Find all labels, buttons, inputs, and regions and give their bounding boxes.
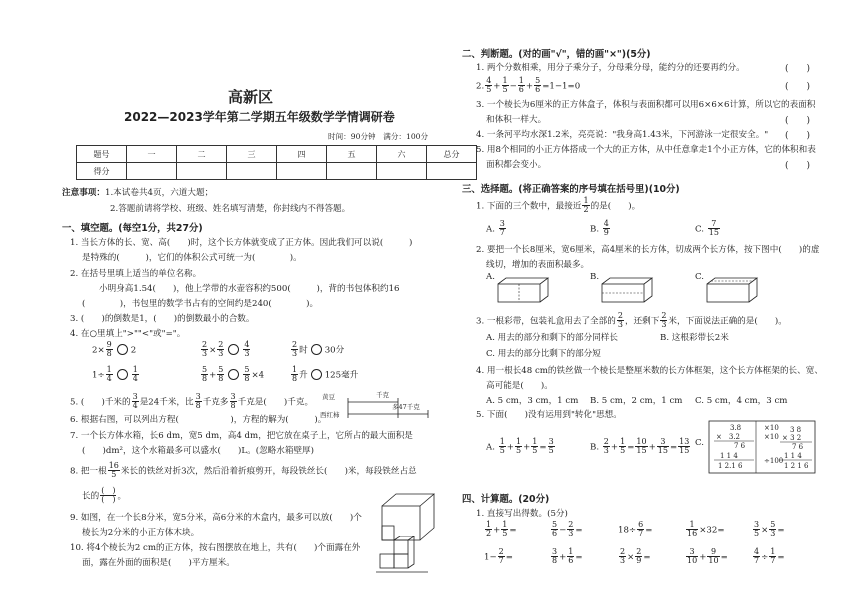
- part1-title: 一、填空题。(每空1分，共27分): [62, 223, 203, 234]
- compare-row-1-mid: $\frac{2}{3}$ × $\frac{2}{3}$ $\frac{4}{3}$: [202, 340, 250, 359]
- compare-row-2-mid: $\frac{5}{8}$ + $\frac{5}{8}$ $\frac{5}{8}$ ×4: [202, 365, 265, 384]
- judge-q2-tail: =1−1=0: [542, 81, 581, 92]
- q8-part-a: 8. 把一根: [70, 466, 107, 477]
- compare-circle[interactable]: [117, 369, 128, 380]
- calc-item[interactable]: $\frac{3}{10}$ + $\frac{9}{10}$ =: [687, 547, 728, 566]
- svg-text:7 6: 7 6: [792, 443, 804, 451]
- q8-part-b: 米长的铁丝对折3次，然后沿着折痕剪开，每段铁丝长( )米，每段铁丝占总: [120, 466, 417, 477]
- cuboid-option-c: [703, 276, 763, 308]
- q3-text: 3. ( )的倒数是1，( )的倒数最小的合数。: [70, 314, 255, 324]
- choice-q4-opt-a[interactable]: A. 5 cm，3 cm，1 cm: [486, 396, 579, 406]
- option-label: C.: [695, 272, 705, 282]
- svg-text:3.8: 3.8: [730, 424, 742, 432]
- calc-item[interactable]: 18÷ $\frac{6}{7}$ =: [618, 520, 653, 539]
- option-label: A.: [486, 272, 495, 282]
- svg-text:1 2 1 6: 1 2 1 6: [784, 462, 809, 470]
- score-cell: 一: [127, 146, 177, 163]
- option-label: B.: [590, 224, 600, 235]
- score-input-cell[interactable]: [327, 163, 377, 180]
- calc-item[interactable]: $\frac{1}{16}$ ×32=: [687, 520, 725, 539]
- note-1: 1.本试卷共4页，六道大题；: [104, 188, 214, 198]
- score-cell: 六: [377, 146, 427, 163]
- option-label: C.: [695, 224, 705, 235]
- score-table: [76, 145, 477, 180]
- option-label: B.: [590, 442, 600, 453]
- choice-q5-opt-c[interactable]: [695, 438, 704, 448]
- svg-text:÷100: ÷100: [764, 457, 784, 465]
- score-cell: 题号: [77, 146, 127, 163]
- choice-q1: 1. 下面的三个数中，最接近 $\frac{1}{2}$ 的是( )。: [476, 196, 641, 215]
- q5-text: 5. ( )千米的 $\frac{3}{4}$ 是24千米，比 $\frac{3}{8}$ 千克多 $\frac{3}{8}$ 千克是( )千克。: [70, 392, 314, 411]
- score-input-cell[interactable]: [177, 163, 227, 180]
- choice-q1-opt-a[interactable]: A. $\frac{3}{7}$: [486, 219, 505, 238]
- choice-q1-opt-b[interactable]: B. $\frac{4}{9}$: [590, 219, 609, 238]
- choice-q1-opt-c[interactable]: C. $\frac{7}{15}$: [695, 219, 719, 238]
- choice-q3-opt-a[interactable]: A. 用去的部分和剩下的部分同样长: [486, 333, 618, 343]
- label-xihongshi: 西红柿: [320, 411, 340, 419]
- q8-line-a: [70, 462, 417, 480]
- choice-q4-a: 4. 用一根长48 cm的铁丝做一个棱长是整厘米数的长方体框架，这个长方体框架的长、宽、: [476, 366, 823, 376]
- q9-line-a: 9. 如图，在一个长8分米，宽5分米，高6分米的木盒内，最多可以放( )个: [70, 513, 362, 523]
- unit-hour: 时: [299, 345, 308, 356]
- score-cell: 得分: [77, 163, 127, 180]
- score-input-cell[interactable]: [227, 163, 277, 180]
- compare-circle[interactable]: [117, 344, 128, 355]
- score-cell: 三: [227, 146, 277, 163]
- svg-text:1 1 4: 1 1 4: [720, 452, 738, 460]
- choice-q2-b: 线切，增加的表面积最多。: [486, 260, 590, 270]
- cuboid-option-a: [494, 276, 554, 308]
- q4-text: 4. 在○里填上">""<"或"="。: [70, 329, 186, 339]
- judge-q2-num: 2.: [476, 81, 485, 92]
- q5-part-a: 5. ( )千米的: [70, 397, 131, 408]
- label-kg: 千克: [376, 391, 389, 399]
- compare-row-2: 1÷ $\frac{1}{4}$ $\frac{1}{4}$: [92, 365, 138, 384]
- frac-top: 16: [108, 461, 119, 470]
- time-info: 时间：90分钟 满分：100分: [328, 132, 429, 141]
- score-cell: 五: [327, 146, 377, 163]
- option-label: A.: [486, 224, 495, 235]
- compare-circle[interactable]: [311, 369, 322, 380]
- q2-line-b: ( )，书包里的数学书占有的空间约是240( )。: [82, 299, 319, 309]
- choice-q5: 5. 下面( )没有运用到"转化"思想。: [476, 410, 622, 420]
- choice-q5-opt-a[interactable]: A. $\frac{1}{5}$ + $\frac{1}{5}$ + $\frac{1}{5}$ = $\frac{3}{5}$: [486, 437, 554, 456]
- option-label: A.: [486, 442, 495, 453]
- label-more47: 多47千克: [392, 403, 420, 411]
- answer-paren[interactable]: ( ): [785, 116, 811, 126]
- label-huangdou: 黄豆: [322, 393, 335, 401]
- score-input-cell[interactable]: [377, 163, 427, 180]
- calc-q1: 1. 直接写出得数。(5分): [476, 509, 568, 519]
- judge-q3-a: 3. 一个棱长为6厘米的正方体盒子，体积与表面积都可以用6×6×6计算，所以它的表面积: [476, 100, 816, 110]
- q9-line-b: 棱长为2分米的小正方体木块。: [82, 528, 200, 538]
- choice-q3-opt-b[interactable]: B. 这根彩带长2米: [660, 333, 729, 343]
- part3-title: 三、选择题。(将正确答案的序号填在括号里)(10分): [462, 184, 680, 195]
- choice-q5-opt-b[interactable]: B. $\frac{2}{3}$ + $\frac{1}{5}$ = $\frac{10}{15}$ + $\frac{3}{15}$ = $\frac{13}{15}$: [590, 437, 690, 456]
- q7-line-a: 7. 一个长方体水箱，长6 dm，宽5 dm，高4 dm，把它放在桌子上，它所占的最大面积是: [70, 431, 413, 441]
- vertical-multiplication-figure: [708, 420, 816, 474]
- calc-item[interactable]: $\frac{1}{2}$ + $\frac{1}{5}$ =: [486, 520, 517, 539]
- compare-row-1-right: [290, 341, 344, 359]
- q5-part-d: 千克是( )千克。: [237, 397, 314, 408]
- cuboid-option-b: [598, 276, 658, 308]
- part2-title: 二、判断题。(对的画"√"，错的画"×")(5分): [462, 49, 651, 60]
- calc-item[interactable]: $\frac{3}{8}$ + $\frac{1}{6}$ =: [552, 547, 583, 566]
- score-cell: 总分: [427, 146, 477, 163]
- svg-text:×10: ×10: [764, 433, 779, 441]
- choice-q3: 3. 一根彩带，包装礼盒用去了全部的 $\frac{2}{3}$ ，还剩下 $\frac{2}{3}$ 米，下面说法正确的是( )。: [476, 311, 787, 330]
- q8-line-b: 长的 $\frac{( )}{( )}$ 。: [82, 486, 127, 505]
- calc-item[interactable]: 1− $\frac{2}{7}$ =: [484, 547, 513, 566]
- answer-paren[interactable]: ( ): [785, 161, 811, 171]
- choice-q1-tail: 的是( )。: [590, 201, 641, 212]
- compare-right: 125毫升: [324, 370, 359, 381]
- judge-q5-b: 面积都会变小。: [486, 160, 547, 170]
- q2-line-a: 小明身高1.54( )，他上学带的水壶容积约500( )，背的书包体积约16: [99, 284, 400, 294]
- q2-text: 2. 在括号里填上适当的单位名称。: [70, 269, 202, 279]
- score-input-cell[interactable]: [277, 163, 327, 180]
- unit-liter: 升: [299, 370, 308, 381]
- calc-item[interactable]: $\frac{2}{3}$ × $\frac{2}{9}$ =: [620, 547, 651, 566]
- judge-q2: 2. $\frac{4}{5}$ + $\frac{1}{5}$ − $\frac{1}{6}$ + $\frac{5}{6}$ =1−1=0: [476, 76, 581, 95]
- svg-text:1 2.1 6: 1 2.1 6: [718, 462, 743, 470]
- choice-q3-b: ，还剩下: [624, 316, 660, 327]
- svg-text:1 1 4: 1 1 4: [784, 452, 802, 460]
- compare-circle[interactable]: [311, 344, 322, 355]
- answer-paren[interactable]: ( ): [785, 131, 811, 141]
- score-input-cell[interactable]: [427, 163, 477, 180]
- choice-q2-a: 2. 要把一个长8厘米，宽6厘米，高4厘米的长方体，切成两个长方体，按下图中( )的虚: [476, 245, 820, 255]
- choice-q4-b: 高可能是( )。: [486, 381, 553, 391]
- compare-left: 1÷: [92, 370, 105, 381]
- svg-text:3 8: 3 8: [790, 426, 802, 434]
- option-label: C.: [695, 438, 705, 448]
- compare-row-2-right: $\frac{1}{8}$ 升 125毫升: [292, 365, 359, 384]
- answer-paren[interactable]: ( ): [785, 64, 811, 74]
- compare-left: 2×: [92, 345, 105, 356]
- calc-item[interactable]: $\frac{5}{6}$ − $\frac{2}{3}$ =: [552, 520, 583, 539]
- note-2: 2.答题前请将学校、班级、姓名填写清楚，你封线内不得答题。: [110, 204, 351, 214]
- q6-text: 6. 根据右图，可以列出方程( )，方程的解为( )。: [70, 415, 327, 425]
- judge-q5-a: 5. 用8个相同的小正方体搭成一个大的正方体，从中任意拿走1个小正方体，它的体积和表: [476, 145, 816, 155]
- notes-line-1: [62, 186, 213, 198]
- part4-title: 四、计算题。(20分): [462, 494, 550, 505]
- frac-top: 2: [202, 340, 208, 349]
- frac-top: 2: [292, 340, 298, 349]
- score-table-score-row: [77, 163, 477, 180]
- frac-bottom: 3: [292, 349, 298, 359]
- score-input-cell[interactable]: [127, 163, 177, 180]
- svg-text:× 3.2: × 3.2: [716, 433, 740, 441]
- answer-paren[interactable]: ( ): [785, 82, 811, 92]
- svg-text:×10: ×10: [764, 424, 779, 432]
- choice-q4-opt-b[interactable]: B. 5 cm，2 cm，1 cm: [590, 396, 683, 406]
- judge-q4: 4. 一条河平均水深1.2米，亮亮说："我身高1.43米，下河游泳一定很安全。": [476, 130, 769, 140]
- q1-line-a: 1. 当长方体的长、宽、高( )时，这个长方体就变成了正方体。因此我们可以说( ): [70, 238, 413, 248]
- score-cell: 四: [277, 146, 327, 163]
- q5-part-c: 千克多: [202, 397, 229, 408]
- choice-q3-a: 3. 一根彩带，包装礼盒用去了全部的: [476, 316, 616, 327]
- compare-circle[interactable]: [228, 344, 239, 355]
- choice-q4-opt-c[interactable]: C. 5 cm，4 cm，3 cm: [695, 396, 788, 406]
- compare-row-1: 2× $\frac{9}{8}$ 2: [92, 340, 137, 359]
- q10-line-b: 面，露在外面的面积是( )平方厘米。: [82, 558, 235, 568]
- cube-stack-figure: [376, 536, 432, 576]
- compare-circle[interactable]: [228, 369, 239, 380]
- exam-title: 2022—2023学年第二学期五年级数学学情调研卷: [124, 110, 395, 124]
- svg-text:× 3 2: × 3 2: [782, 434, 802, 442]
- notes-label: 注意事项：: [62, 188, 105, 198]
- choice-q1-text: 1. 下面的三个数中，最接近: [476, 201, 582, 212]
- compare-right: 30分: [324, 345, 345, 356]
- calc-item[interactable]: $\frac{4}{7}$ ÷ $\frac{1}{7}$ =: [754, 547, 785, 566]
- q7-line-b: ( )dm²，这个水箱最多可以盛水( )L。(忽略水箱壁厚): [82, 446, 314, 456]
- q10-line-a: 10. 将4个棱长为2 cm的正方体，按右图摆放在地上，共有( )个面露在外: [70, 543, 361, 553]
- score-cell: 二: [177, 146, 227, 163]
- svg-text:7 6: 7 6: [734, 442, 746, 450]
- q8-part-c: 长的: [82, 491, 100, 502]
- frac-bottom: 5: [111, 470, 117, 480]
- judge-q1: 1. 两个分数相乘，用分子乘分子，分母乘分母，能约分的还要再约分。: [476, 63, 745, 73]
- district-title: 高新区: [228, 88, 274, 106]
- judge-q3-b: 和体积一样大。: [486, 115, 547, 125]
- score-table-header-row: [77, 146, 477, 163]
- option-label: B.: [590, 272, 600, 282]
- choice-q3-opt-c[interactable]: C. 用去的部分比剩下的部分短: [486, 349, 601, 359]
- calc-item[interactable]: $\frac{3}{5}$ × $\frac{5}{3}$ =: [754, 520, 785, 539]
- frac-bottom: 3: [202, 349, 208, 359]
- q1-line-b: 是特殊的( )，它们的体积公式可统一为( )。: [82, 253, 302, 263]
- choice-q3-c: 米，下面说法正确的是( )。: [668, 316, 787, 327]
- q5-part-b: 是24千米，比: [139, 397, 194, 408]
